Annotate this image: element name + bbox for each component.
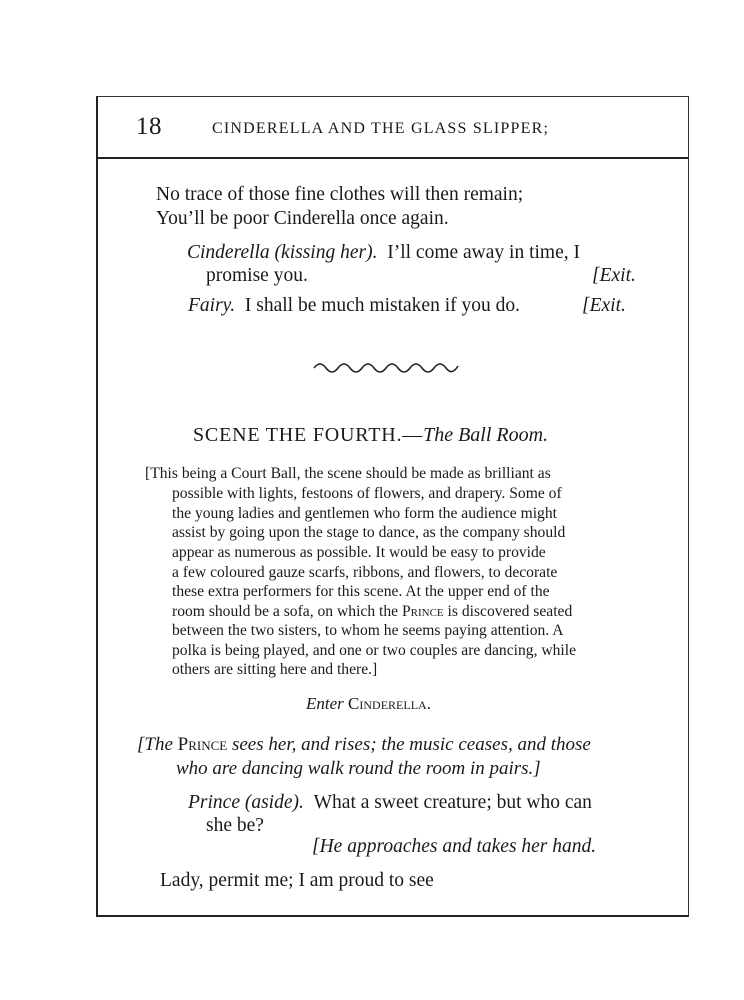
cinderella-text-2: promise you. [206,265,308,286]
scene-title: SCENE THE FOURTH.— [193,424,424,446]
verse-line-2: You’ll be poor Cinderella once again. [156,208,449,229]
enter-cinderella [306,694,431,714]
sd-text: room should be a sofa, on which the [172,603,402,620]
stage-direction-line: polka is being played, and one or two couples are dancing, while [172,642,577,659]
pd-rest: sees her, and rises; the music ceases, and those [227,734,591,755]
pd-open: [The [137,734,178,755]
prince-text-2: she be? [206,815,264,836]
scene-subtitle: The Ball Room. [423,424,549,446]
stage-direction-line: a few coloured gauze scarfs, ribbons, and flowers, to decorate [172,564,558,581]
page-number: 18 [136,113,162,140]
pd-prince: Prince [177,734,228,755]
exit-direction-1: [Exit. [592,265,636,286]
stage-direction-line [172,603,572,621]
stage-direction-line: between the two sisters, to whom he seems paying attention. A [172,622,564,639]
speaker-cinderella: Cinderella (kissing her). [187,242,378,263]
running-head: CINDERELLA AND THE GLASS SLIPPER; [212,120,550,137]
stage-direction-line: possible with lights, festoons of flowers, and drapery. Some of [172,485,562,502]
header-rule [96,157,688,159]
prince-direction-line-1 [137,734,591,756]
exit-direction-2: [Exit. [582,295,626,316]
cinderella-line-1 [187,242,580,264]
speaker-prince: Prince (aside). [188,792,304,813]
verse-line-1: No trace of those fine clothes will then remain; [156,184,524,205]
stage-direction-line: these extra performers for this scene. At the upper end of the [172,583,550,600]
fairy-line [188,295,520,317]
fairy-text: I shall be much mistaken if you do. [244,295,520,316]
prince-direction-line-2: who are dancing walk round the room in pairs.] [176,758,541,779]
sd-text: is discovered seated [443,603,573,620]
enter-name: Cinderella. [348,694,431,713]
wavy-ornament [312,356,462,376]
prince-stage-direction: [He approaches and takes her hand. [312,836,597,857]
stage-direction-line: assist by going upon the stage to dance, as the company should [172,524,566,541]
prince-line-1 [188,792,592,814]
scene-heading [193,424,548,447]
speaker-fairy: Fairy. [188,295,236,316]
cinderella-text-1: I’ll come away in time, I [387,242,580,263]
sd-prince: Prince [401,603,444,620]
stage-direction-line: others are sitting here and there.] [172,661,378,678]
stage-direction-line: appear as numerous as possible. It would be easy to provide [172,544,546,561]
last-verse-line: Lady, permit me; I am proud to see [160,870,434,891]
enter-word: Enter [306,694,344,713]
stage-direction-line: [This being a Court Ball, the scene should be made as brilliant as [145,465,551,482]
prince-text-1: What a sweet creature; but who can [313,792,592,813]
stage-direction-line: the young ladies and gentlemen who form the audience might [172,505,557,522]
